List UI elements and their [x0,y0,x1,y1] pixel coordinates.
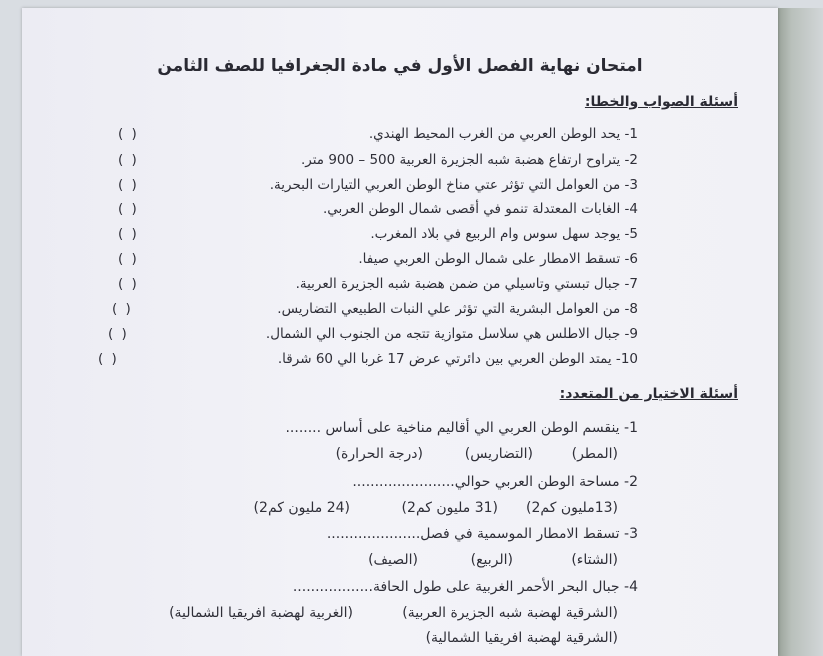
mc-option: (الصيف) [368,552,418,568]
tf-row [82,326,750,348]
tf-item-text: 7- جبال تبستي وتاسيلي من ضمن هضبة شبه الجزيرة العربية. [295,276,638,292]
true-false-heading: أسئلة الصواب والخطا: [584,94,738,110]
tf-item-text: 3- من العوامل التي تؤثر عتي مناخ الوطن العربي التيارات البحرية. [269,177,638,193]
answer-bracket: ( ) [108,326,129,342]
answer-bracket: ( ) [98,351,119,367]
mc-question: 2- مساحة الوطن العربي حوالي....................... [352,474,638,490]
mc-question: 4- جبال البحر الأحمر الغربية على طول الحافة.................. [292,579,638,595]
tf-item-text: 10- يمتد الوطن العربي بين دائرتي عرض 17 غربا الي 60 شرقا. [277,351,638,367]
mc-question: 3- تسقط الامطار الموسمية في فصل..................... [326,526,638,542]
tf-row [82,201,750,223]
mc-option: (الشرقية لهضبة افريقيا الشمالية) [425,630,618,646]
mc-option: (المطر) [571,446,618,462]
answer-bracket: ( ) [112,301,133,317]
tf-row [82,351,750,373]
mc-option: (الغربية لهضبة افريقيا الشمالية) [169,605,353,621]
tf-row [82,276,750,298]
answer-bracket: ( ) [118,276,139,292]
tf-item-text: 5- يوجد سهل سوس وام الربيع في بلاد المغرب. [370,226,638,242]
answer-bracket: ( ) [118,152,139,168]
exam-paper [22,8,778,656]
tf-row [82,177,750,199]
mc-option: (التضاريس) [464,446,533,462]
answer-bracket: ( ) [118,226,139,242]
tf-item-text: 8- من العوامل البشرية التي تؤثر علي النبات الطبيعي التضاريس. [277,301,638,317]
tf-row [82,251,750,273]
background-edge [778,8,823,656]
tf-row [82,226,750,248]
tf-row [82,301,750,323]
mc-option: (الشرقية لهضبة شبه الجزيرة العربية) [402,605,618,621]
tf-item-text: 4- الغابات المعتدلة تنمو في أقصى شمال الوطن العربي. [322,201,638,217]
answer-bracket: ( ) [118,201,139,217]
tf-item-text: 6- تسقط الامطار على شمال الوطن العربي صيفا. [358,251,638,267]
page-title: امتحان نهاية الفصل الأول في مادة الجغرافيا للصف الثامن [157,56,643,76]
tf-item-text: 9- جبال الاطلس هي سلاسل متوازية تتجه من الجنوب الي الشمال. [265,326,638,342]
multiple-choice-heading: أسئلة الاختيار من المتعدد: [559,386,738,402]
mc-question: 1- ينقسم الوطن العربي الي أقاليم مناخية على أساس ........ [285,420,638,436]
mc-option: (الشتاء) [571,552,618,568]
mc-option: (13مليون كم2) [526,500,618,516]
tf-item-text: 2- يتراوح ارتفاع هضبة شبه الجزيرة العربية 500 – 900 متر. [300,152,638,168]
tf-item-text: 1- يحد الوطن العربي من الغرب المحيط الهندي. [368,126,638,142]
answer-bracket: ( ) [118,126,139,142]
tf-row [82,152,750,174]
mc-option: (الربيع) [470,552,513,568]
mc-option: (31 مليون كم2) [401,500,498,516]
mc-option: (درجة الحرارة) [335,446,423,462]
answer-bracket: ( ) [118,177,139,193]
answer-bracket: ( ) [118,251,139,267]
mc-option: (24 مليون كم2) [253,500,350,516]
tf-row [82,126,750,148]
